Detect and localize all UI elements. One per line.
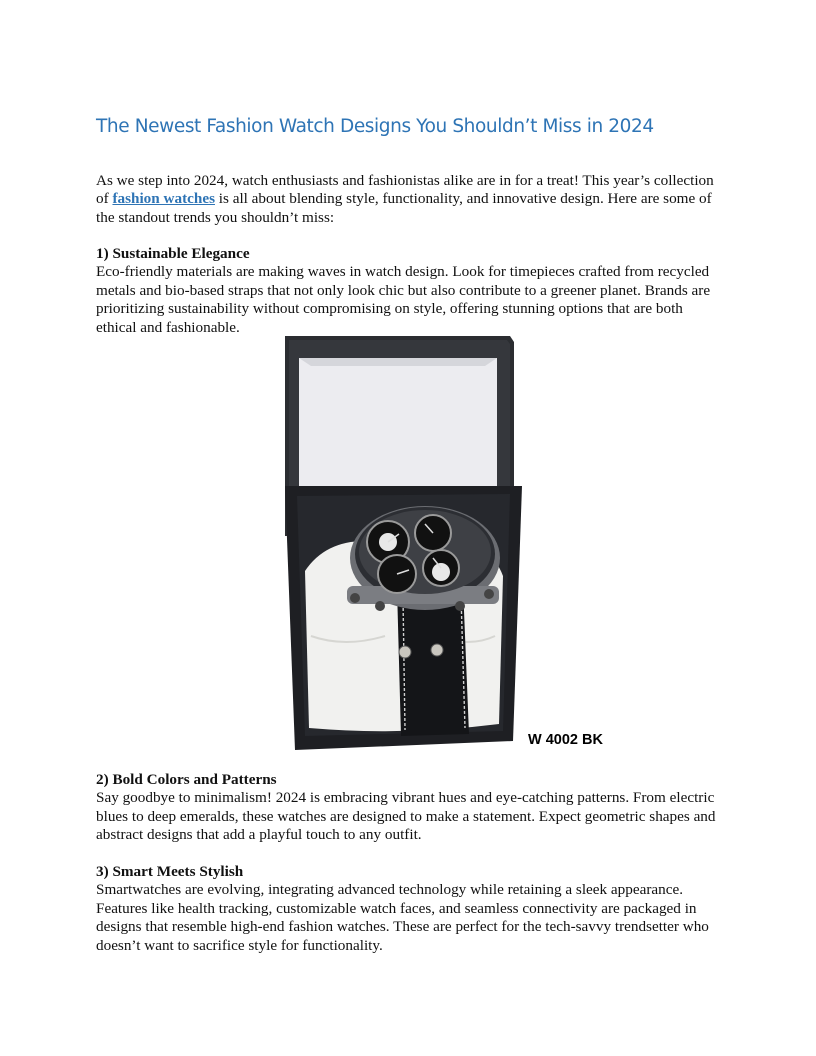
page-title: The Newest Fashion Watch Designs You Shouldn’t Miss in 2024 [96, 116, 654, 137]
section-heading: 2) Bold Colors and Patterns [96, 771, 277, 788]
section-body: Smartwatches are evolving, integrating advanced technology while retaining a sleek appearance. Features like health tracking, customizable watch faces, and seamless connectivity are packaged in designs that resemble high-end fashion watches. These are perfect for the tech-savvy trendsetter who doesn’t want to sacrifice style for functionality. [96, 881, 709, 954]
section-bold-colors [96, 771, 726, 845]
section-heading: 3) Smart Meets Stylish [96, 863, 244, 880]
figure-caption: W 4002 BK [528, 732, 603, 748]
intro-text-start: As we step into 2024, watch enthusiasts and fashionistas alike are in for a treat! This year’s collection of [96, 172, 714, 208]
section-smart-meets-stylish [96, 863, 726, 955]
section-heading: 1) Sustainable Elegance [96, 245, 250, 262]
section-sustainable-elegance [96, 245, 726, 337]
watch-in-box-image [285, 336, 522, 750]
box-lining [299, 358, 497, 496]
section-body: Eco-friendly materials are making waves in watch design. Look for timepieces crafted from recycled metals and bio-based straps that not only look chic but also contribute to a greener planet. Brands are prioritizing sustainability without compromising on style, offering stunning options that are both ethical and fashionable. [96, 263, 711, 336]
intro-text-end: is all about blending style, functionality, and innovative design. Here are some of the standout trends you shouldn’t miss: [96, 190, 712, 226]
section-body: Say goodbye to minimalism! 2024 is embracing vibrant hues and eye-catching patterns. From electric blues to deep emeralds, these watches are designed to make a statement. Expect geometric shapes and abstract designs that add a playful touch to any outfit. [96, 789, 716, 844]
fashion-watches-link[interactable]: fashion watches [112, 190, 215, 208]
intro-paragraph [96, 172, 726, 227]
